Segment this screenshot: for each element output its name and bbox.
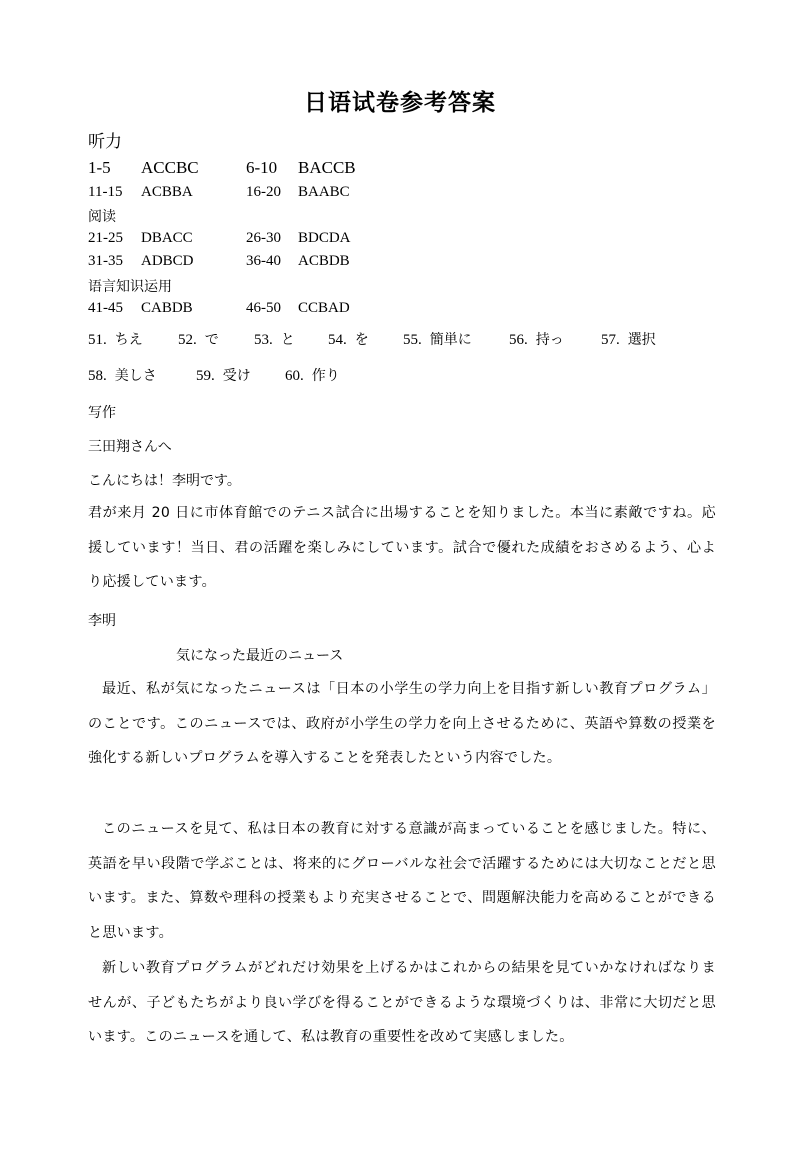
answer-value: DBACC bbox=[141, 230, 193, 246]
blank-text: 簡単に bbox=[429, 332, 472, 348]
blank-text: 作り bbox=[311, 368, 340, 384]
blank-text: と bbox=[280, 332, 295, 348]
blank-answer bbox=[178, 329, 219, 349]
range-label: 11-15 bbox=[88, 184, 123, 200]
blank-text: 美しさ bbox=[114, 368, 157, 384]
answer-value: ADBCD bbox=[141, 253, 194, 269]
answer-value: BAABC bbox=[298, 184, 350, 200]
range-label: 36-40 bbox=[246, 253, 281, 269]
range-label: 1-5 bbox=[88, 158, 111, 177]
answer-value: ACBDB bbox=[298, 253, 350, 269]
blank-answer bbox=[196, 365, 251, 385]
letter-greeting: こんにちは！李明です。 bbox=[88, 473, 241, 489]
range-label: 41-45 bbox=[88, 300, 123, 316]
answer-value: ACCBC bbox=[141, 158, 199, 177]
range-label: 26-30 bbox=[246, 230, 281, 246]
essay-title: 気になった最近のニュース bbox=[176, 648, 344, 664]
answer-value: BDCDA bbox=[298, 230, 351, 246]
range-label: 46-50 bbox=[246, 300, 281, 316]
letter-body: 君が来月 20 日に市体育館でのテニス試合に出場することを知りました。本当に素敵ですね。応援しています！当日、君の活躍を楽しみにしています。試合で優れた成績をおさめるよう、心より応援しています。 bbox=[88, 505, 716, 590]
essay-paragraph: このニュースを見て、私は日本の教育に対する意識が高まっていることを感じました。特に、英語を早い段階で学ぶことは、将来的にグローバルな社会で活躍するためには大切なことだと思います。また、算数や理科の授業もより充実させることで、問題解決能力を高めることができると思います。 bbox=[88, 821, 716, 941]
answer-value: CCBAD bbox=[298, 300, 350, 316]
range-label: 16-20 bbox=[246, 184, 281, 200]
blank-number: 56. bbox=[509, 332, 528, 348]
section-heading-writing: 写作 bbox=[88, 405, 116, 421]
blank-answer bbox=[285, 365, 340, 385]
letter-signature: 李明 bbox=[88, 613, 116, 629]
blank-text: 持っ bbox=[535, 332, 564, 348]
essay-paragraph: 新しい教育プログラムがどれだけ効果を上げるかはこれからの結果を見ていかなければなりませんが、子どもたちがより良い学びを得ることができるような環境づくりは、非常に大切だと思います。このニュースを通して、私は教育の重要性を改めて実感しました。 bbox=[88, 960, 716, 1045]
blank-text: ちえ bbox=[114, 332, 143, 348]
section-heading-reading: 阅读 bbox=[88, 209, 116, 225]
blank-number: 53. bbox=[254, 332, 273, 348]
blank-answer bbox=[509, 329, 564, 349]
answer-value: CABDB bbox=[141, 300, 193, 316]
blank-answer bbox=[88, 329, 143, 349]
blank-number: 55. bbox=[403, 332, 422, 348]
blank-number: 54. bbox=[328, 332, 347, 348]
blank-text: を bbox=[354, 332, 369, 348]
blank-answer bbox=[328, 329, 369, 349]
range-label: 31-35 bbox=[88, 253, 123, 269]
blank-answer bbox=[403, 329, 472, 349]
answer-value: ACBBA bbox=[141, 184, 193, 200]
blank-number: 51. bbox=[88, 332, 107, 348]
blank-answer bbox=[601, 329, 656, 349]
range-label: 6-10 bbox=[246, 158, 278, 177]
blank-number: 60. bbox=[285, 368, 304, 384]
answer-value: BACCB bbox=[298, 158, 356, 177]
section-heading-language: 语言知识运用 bbox=[88, 279, 172, 295]
blank-text: 選択 bbox=[627, 332, 656, 348]
blank-number: 57. bbox=[601, 332, 620, 348]
essay-paragraph: 最近、私が気になったニュースは「日本の小学生の学力向上を目指す新しい教育プログラム」のことです。このニュースでは、政府が小学生の学力を向上させるために、英語や算数の授業を強化する新しいプログラムを導入することを発表したという内容でした。 bbox=[88, 681, 716, 766]
blank-number: 59. bbox=[196, 368, 215, 384]
page-title: 日语试卷参考答案 bbox=[304, 89, 496, 116]
blank-text: で bbox=[204, 332, 219, 348]
blank-answer bbox=[254, 329, 295, 349]
blank-number: 58. bbox=[88, 368, 107, 384]
range-label: 21-25 bbox=[88, 230, 123, 246]
section-heading-listening: 听力 bbox=[88, 132, 122, 152]
blank-text: 受け bbox=[222, 368, 251, 384]
blank-answer bbox=[88, 365, 157, 385]
letter-recipient: 三田翔さんへ bbox=[88, 439, 172, 455]
blank-number: 52. bbox=[178, 332, 197, 348]
